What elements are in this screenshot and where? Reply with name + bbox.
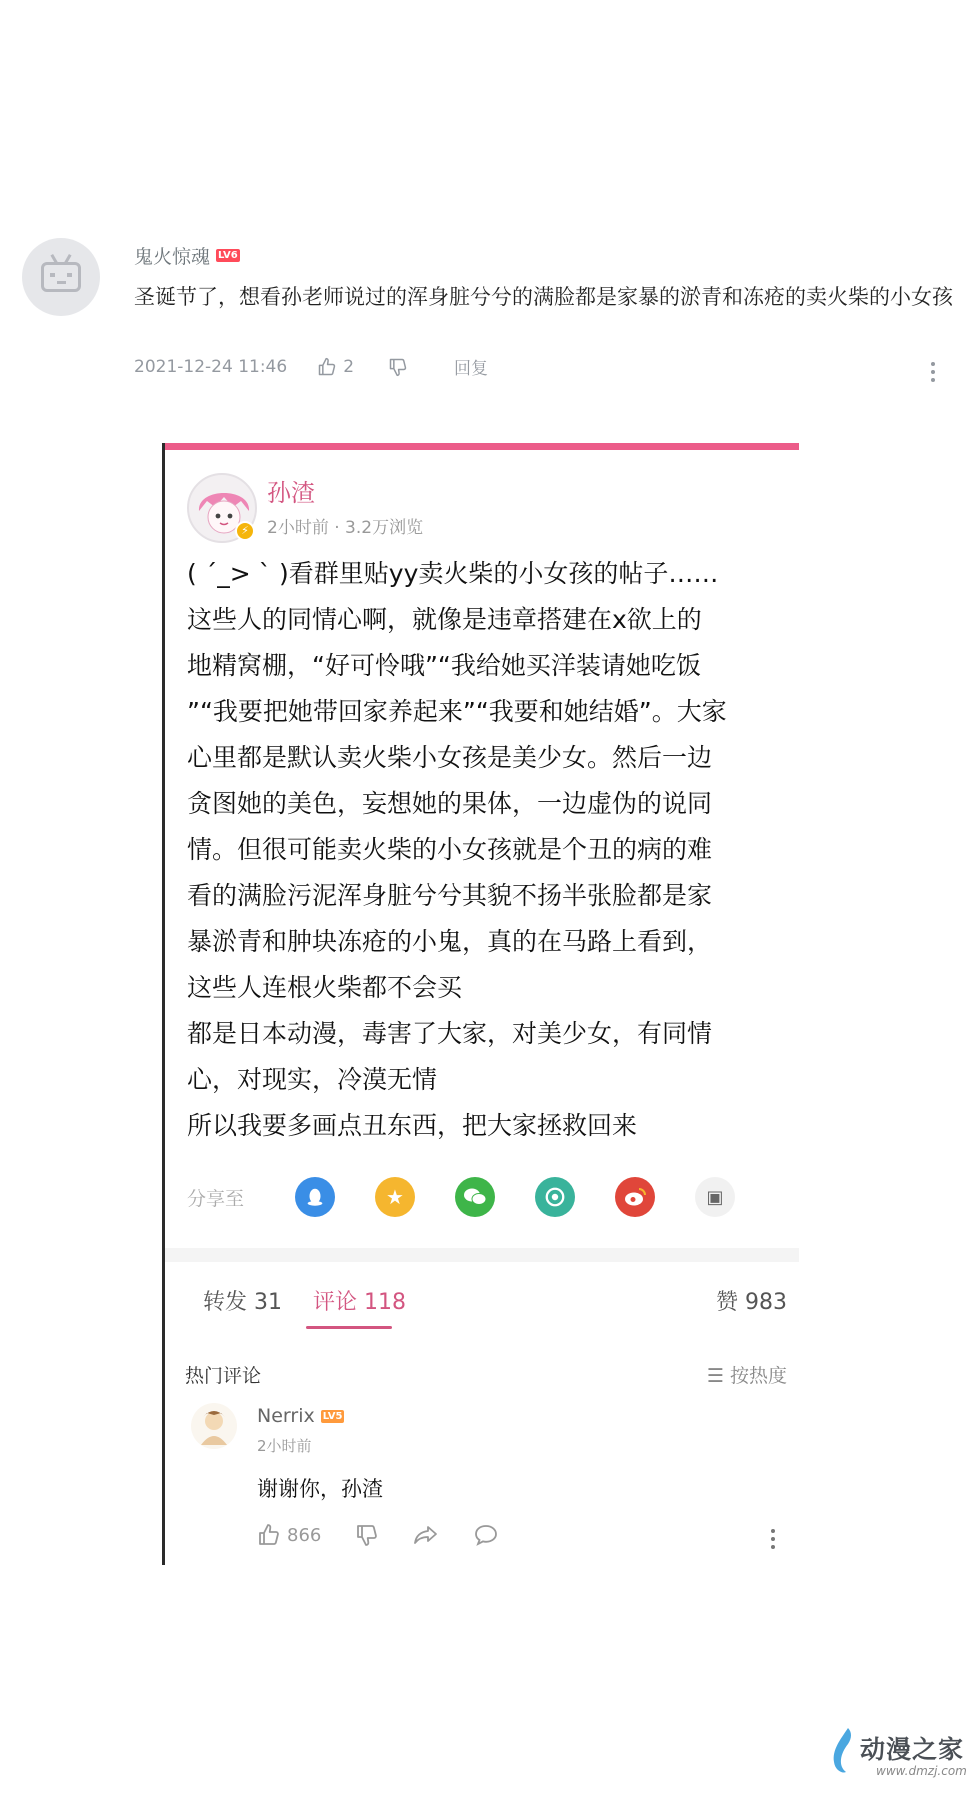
commenter-avatar[interactable] [191, 1403, 237, 1449]
share-button[interactable] [413, 1523, 439, 1547]
hot-comment-text: 谢谢你，孙渣 [257, 1477, 383, 1501]
tab-repost[interactable]: 转发 31 [203, 1290, 282, 1315]
comment-timestamp: 2021-12-24 11:46 [134, 356, 288, 377]
picture-icon[interactable]: ▣ [695, 1177, 735, 1217]
comment-meta [134, 354, 488, 379]
pink-top-bar [165, 443, 799, 450]
droplet-logo-icon [830, 1726, 856, 1776]
qq-icon[interactable] [295, 1177, 335, 1217]
comment-time: 2小时前 [257, 1437, 312, 1455]
like-count: 866 [287, 1524, 322, 1546]
comment-actions [257, 1523, 533, 1547]
avatar[interactable] [22, 238, 100, 316]
tab-comment[interactable]: 评论 118 [313, 1290, 406, 1315]
share-label: 分享至 [187, 1187, 245, 1210]
moments-icon[interactable] [535, 1177, 575, 1217]
reply-button[interactable]: 回复 [454, 359, 489, 379]
hot-comments-title: 热门评论 [185, 1365, 262, 1387]
share-bar [187, 1173, 787, 1221]
wechat-icon[interactable] [455, 1177, 495, 1217]
share-arrow-icon [413, 1523, 439, 1547]
like-button[interactable] [317, 357, 354, 377]
comment-username[interactable] [134, 242, 240, 269]
like-button[interactable] [257, 1523, 321, 1547]
anime-avatar-icon [191, 1403, 237, 1449]
dislike-button[interactable] [355, 1523, 379, 1547]
post-meta: 2小时前 · 3.2万浏览 [267, 518, 424, 538]
qzone-icon[interactable]: ★ [375, 1177, 415, 1217]
section-divider [165, 1248, 799, 1262]
commenter-name[interactable] [257, 1405, 344, 1427]
comment-text: 圣诞节了，想看孙老师说过的浑身脏兮兮的满脸都是家暴的淤青和冻疮的卖火柴的小女孩 [134, 285, 953, 309]
post-author-name[interactable]: 孙渣 [267, 479, 315, 507]
watermark-brand: 动漫之家 [860, 1735, 965, 1764]
post-tabs [165, 1263, 799, 1333]
like-count: 2 [343, 356, 355, 377]
watermark-logo [830, 1722, 970, 1784]
active-tab-indicator [306, 1326, 392, 1329]
comment-bubble-icon [473, 1523, 499, 1547]
level-badge: LV6 [218, 250, 238, 261]
sort-button[interactable]: ☰ 按热度 [706, 1365, 787, 1387]
thumbs-up-icon [317, 357, 337, 377]
tv-placeholder-icon [41, 262, 81, 292]
verified-badge-icon: ⚡ [235, 521, 255, 541]
post-body: ( ´_> ` )看群里贴yy卖火柴的小女孩的帖子…… 这些人的同情心啊，就像是违章搭建在x欲上的 地精窝棚，“好可怜哦”“我给她买洋装请她吃饭 ”“我要把她带回家养起来”“我要和她结婚”。大家 心里都是默认卖火柴小女孩是美少女。然后一边 贪图她的美色，妄想她的果体，一边虚伪的说同 情。但很可能卖火柴的小女孩就是个丑的病的难 看的满脸污泥浑身脏兮兮其貌不扬半张脸都是家 暴淤青和肿块冻疮的小鬼，真的在马路上看到， 这些人连根火柴都不会买 都是日本动漫，毒害了大家，对美少女，有同情 心，对现实，冷漠无情 所以我要多画点丑东西，把大家拯救回来 [187, 559, 727, 1140]
dislike-button[interactable] [388, 357, 408, 377]
weibo-icon[interactable] [615, 1177, 655, 1217]
commenter-username[interactable]: Nerrix [257, 1405, 315, 1427]
thumbs-up-icon [257, 1523, 281, 1547]
more-options-icon[interactable] [771, 1529, 775, 1549]
thumbs-down-icon [355, 1523, 379, 1547]
level-badge: LV5 [322, 1410, 343, 1422]
username-text[interactable]: 鬼火惊魂 [134, 246, 211, 268]
thumbs-down-icon [388, 357, 408, 377]
reply-button[interactable] [473, 1523, 499, 1547]
tab-like[interactable]: 赞 983 [716, 1290, 787, 1315]
more-options-icon[interactable] [928, 362, 938, 382]
watermark-url: www.dmzj.com [876, 1764, 967, 1778]
embedded-post-screenshot [162, 443, 799, 1565]
